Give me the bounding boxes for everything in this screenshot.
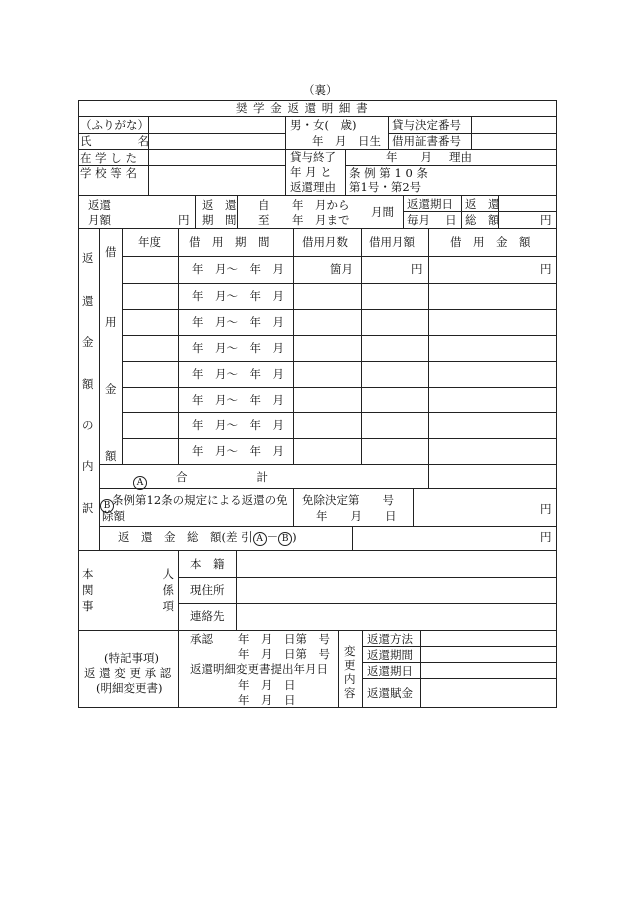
period-entry: 年 月～ 年 月 — [192, 289, 284, 303]
contact-label: 連絡先 — [190, 609, 225, 623]
exempt-mark-b: B — [100, 493, 114, 513]
ordinance-label-2: 第1号・第2号 — [349, 180, 422, 194]
special-label-3: (明細変更書) — [96, 681, 163, 695]
side-label-3: 額 — [82, 377, 94, 391]
form-title: 奨 学 金 返 還 明 細 書 — [236, 101, 369, 115]
total-yen: 円 — [540, 213, 552, 227]
unit-yen-monthly: 円 — [411, 262, 423, 276]
loan-end-label-2: 年 月 と — [290, 165, 332, 179]
change-label-3: 容 — [344, 686, 356, 700]
side-label-4: の — [82, 418, 94, 432]
period-entry: 年 月～ 年 月 — [192, 367, 284, 381]
honseki-label: 本 籍 — [190, 557, 225, 571]
side-label-6: 訳 — [82, 501, 94, 515]
period-entry: 年 月～ 年 月 — [192, 262, 284, 276]
unit-months: 箇月 — [330, 262, 353, 276]
reason-label: 理由 — [449, 150, 472, 164]
grand-total-yen: 円 — [540, 530, 552, 544]
period-months: 月間 — [371, 205, 394, 219]
period-entry: 年 月～ 年 月 — [192, 444, 284, 458]
address-label: 現住所 — [190, 583, 225, 597]
person-label-3: 事 項 — [82, 599, 174, 613]
unit-yen-amount: 円 — [540, 262, 552, 276]
loan-label-1: 用 — [105, 315, 117, 329]
special-label-1: (特記事項) — [104, 651, 159, 665]
school-label-1: 在 学 し た — [80, 151, 137, 165]
col-period: 借 用 期 間 — [189, 235, 270, 249]
loan-label-0: 借 — [105, 245, 117, 259]
period-entry: 年 月～ 年 月 — [192, 341, 284, 355]
gender-age-label: 男・女( 歳) — [290, 118, 357, 132]
page-side-label: （裏） — [303, 83, 338, 97]
submit-date-1: 年 月 日 — [238, 678, 296, 692]
side-label-2: 金 — [82, 335, 94, 349]
period-to-date: 年 月まで — [292, 213, 350, 227]
period-entry: 年 月～ 年 月 — [192, 393, 284, 407]
sum-label: 合 計 — [176, 470, 268, 484]
col-monthly: 借用月額 — [369, 235, 415, 249]
exempt-decision-date: 年 月 日 — [316, 509, 397, 523]
grand-total-label: 返 還 金 総 額(差 引 A － B ) — [118, 530, 297, 544]
period-from: 自 — [258, 198, 270, 212]
submit-date-2: 年 月 日 — [238, 693, 296, 707]
approval-no-1: 年 月 日第 号 — [238, 632, 330, 646]
exempt-yen: 円 — [540, 502, 552, 516]
ordinance-label-1: 条 例 第 1 0 条 — [349, 166, 428, 180]
school-label-2: 学 校 等 名 — [80, 166, 137, 180]
loan-end-label-1: 貸与終了 — [290, 150, 336, 164]
side-label-0: 返 — [82, 251, 94, 265]
col-amount: 借 用 金 額 — [450, 235, 531, 249]
exempt-label-1: 条例第12条の規定による返還の免 — [112, 493, 288, 507]
period-to: 至 — [258, 213, 270, 227]
birth-date-label: 年 月 日生 — [312, 134, 381, 148]
col-months: 借用月数 — [302, 235, 348, 249]
end-year-month: 年 月 — [386, 150, 432, 164]
monthly-label-2: 月額 — [88, 213, 111, 227]
loan-label-3: 額 — [105, 449, 117, 463]
change-due: 返還期日 — [367, 664, 413, 678]
total-label-1: 返 還 — [465, 197, 500, 211]
person-label-2: 関 係 — [82, 583, 174, 597]
special-label-2: 返 還 変 更 承 認 — [84, 666, 172, 680]
change-installment: 返還賦金 — [367, 686, 413, 700]
name-label: 氏 名 — [80, 134, 149, 148]
person-label-1: 本 人 — [82, 567, 174, 581]
change-label-2: 内 — [344, 672, 356, 686]
loan-label-2: 金 — [105, 382, 117, 396]
period-from-date: 年 月から — [292, 198, 350, 212]
change-method: 返還方法 — [367, 632, 413, 646]
period-label-2: 期 間 — [202, 213, 237, 227]
due-label-1: 返還期日 — [407, 197, 453, 211]
side-label-1: 還 — [82, 294, 94, 308]
change-label-0: 変 — [344, 644, 356, 658]
change-period: 返還期間 — [367, 648, 413, 662]
loan-decision-no-label: 貸与決定番号 — [392, 118, 461, 132]
side-label-5: 内 — [82, 459, 94, 473]
approval-no-2: 年 月 日第 号 — [238, 647, 330, 661]
sum-mark-a: A — [133, 470, 147, 490]
approval-label: 承認 — [190, 632, 213, 646]
change-label-1: 更 — [344, 658, 356, 672]
loan-cert-no-label: 借用証書番号 — [392, 134, 461, 148]
monthly-label-1: 返還 — [88, 198, 111, 212]
furigana-label: （ふりがな） — [80, 118, 149, 132]
period-entry: 年 月～ 年 月 — [192, 418, 284, 432]
exempt-label-2: 除額 — [102, 509, 125, 523]
loan-end-label-3: 返還理由 — [290, 180, 336, 194]
col-year: 年度 — [138, 235, 161, 249]
due-label-2: 毎月 日 — [407, 213, 457, 227]
period-label-1: 返 還 — [202, 198, 237, 212]
monthly-yen: 円 — [178, 213, 190, 227]
exempt-decision-no: 免除決定第 号 — [302, 493, 394, 507]
total-label-2: 総 額 — [465, 213, 500, 227]
submit-date-label: 返還明細変更書提出年月日 — [190, 662, 328, 676]
period-entry: 年 月～ 年 月 — [192, 315, 284, 329]
